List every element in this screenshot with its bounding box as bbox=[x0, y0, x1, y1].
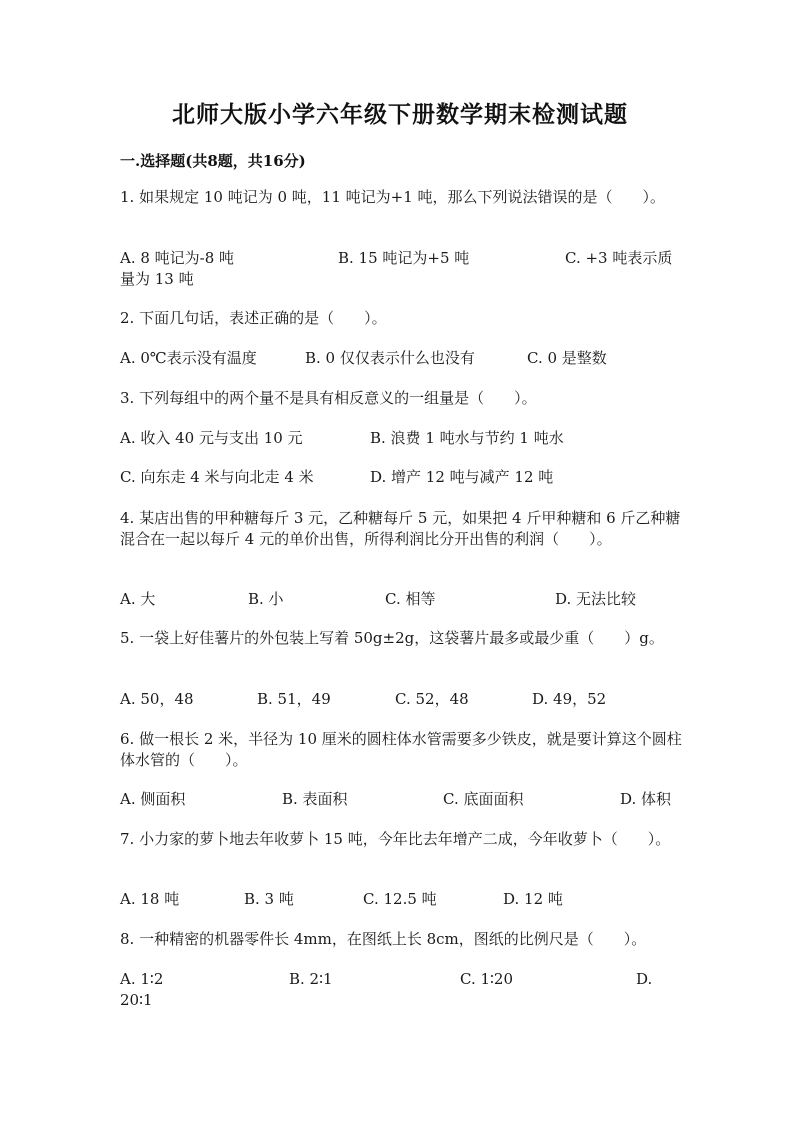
section-heading: 一.选择题(共8题，共16分) bbox=[120, 152, 306, 170]
option-b: B. 浪费 1 吨水与节约 1 吨水 bbox=[370, 429, 564, 447]
option-d: D. 20∶1 bbox=[120, 970, 653, 1009]
question-stem: 4. 某店出售的甲种糖每斤 3 元，乙种糖每斤 5 元，如果把 4 斤甲种糖和 6 斤乙种糖混合在一起以每斤 4 元的单价出售，所得利润比分开出售的利润（ ）。 bbox=[120, 509, 681, 548]
option-c: C. 向东走 4 米与向北走 4 米 bbox=[120, 468, 314, 486]
option-a: A. 18 吨 bbox=[120, 890, 180, 908]
option-c: C. +3 吨表示质量为 13 吨 bbox=[120, 249, 673, 288]
page-title: 北师大版小学六年级下册数学期末检测试题 bbox=[172, 101, 628, 128]
option-d: D. 体积 bbox=[620, 790, 672, 808]
option-b: B. 小 bbox=[248, 590, 284, 608]
option-b: B. 2∶1 bbox=[289, 970, 333, 988]
option-d: D. 无法比较 bbox=[555, 590, 637, 608]
option-a: A. 收入 40 元与支出 10 元 bbox=[120, 429, 303, 447]
option-d: D. 49，52 bbox=[532, 690, 607, 708]
option-a: A. 1∶2 bbox=[120, 970, 164, 988]
option-c: C. 12.5 吨 bbox=[363, 890, 437, 908]
question-stem: 6. 做一根长 2 米，半径为 10 厘米的圆柱体水管需要多少铁皮，就是要计算这个圆柱体水管的（ ）。 bbox=[120, 730, 682, 769]
option-b: B. 表面积 bbox=[282, 790, 348, 808]
option-c: C. 底面面积 bbox=[443, 790, 524, 808]
question-stem: 8. 一种精密的机器零件长 4mm，在图纸上长 8cm，图纸的比例尺是（ ）。 bbox=[120, 930, 647, 948]
question-stem: 1. 如果规定 10 吨记为 0 吨，11 吨记为+1 吨，那么下列说法错误的是（ ）。 bbox=[120, 188, 666, 206]
option-d: D. 12 吨 bbox=[503, 890, 563, 908]
option-b: B. 3 吨 bbox=[244, 890, 294, 908]
question-stem: 5. 一袋上好佳薯片的外包装上写着 50g±2g，这袋薯片最多或最少重（ ）g。 bbox=[120, 629, 664, 647]
option-a: A. 侧面积 bbox=[120, 790, 186, 808]
option-a: A. 大 bbox=[120, 590, 156, 608]
option-c: C. 1∶20 bbox=[460, 970, 514, 988]
option-b: B. 15 吨记为+5 吨 bbox=[338, 249, 470, 267]
option-b: B. 0 仅仅表示什么也没有 bbox=[305, 349, 475, 367]
question-stem: 3. 下列每组中的两个量不是具有相反意义的一组量是（ ）。 bbox=[120, 389, 537, 407]
option-a: A. 8 吨记为-8 吨 bbox=[120, 249, 235, 267]
option-a: A. 0℃表示没有温度 bbox=[120, 349, 257, 367]
option-c: C. 0 是整数 bbox=[527, 349, 607, 367]
option-c: C. 相等 bbox=[385, 590, 436, 608]
question-stem: 7. 小力家的萝卜地去年收萝卜 15 吨，今年比去年增产二成，今年收萝卜（ ）。 bbox=[120, 830, 671, 848]
question-stem: 2. 下面几句话，表述正确的是（ ）。 bbox=[120, 309, 387, 327]
option-a: A. 50，48 bbox=[120, 690, 194, 708]
option-d: D. 增产 12 吨与减产 12 吨 bbox=[370, 468, 554, 486]
option-c: C. 52，48 bbox=[395, 690, 469, 708]
option-b: B. 51，49 bbox=[257, 690, 331, 708]
